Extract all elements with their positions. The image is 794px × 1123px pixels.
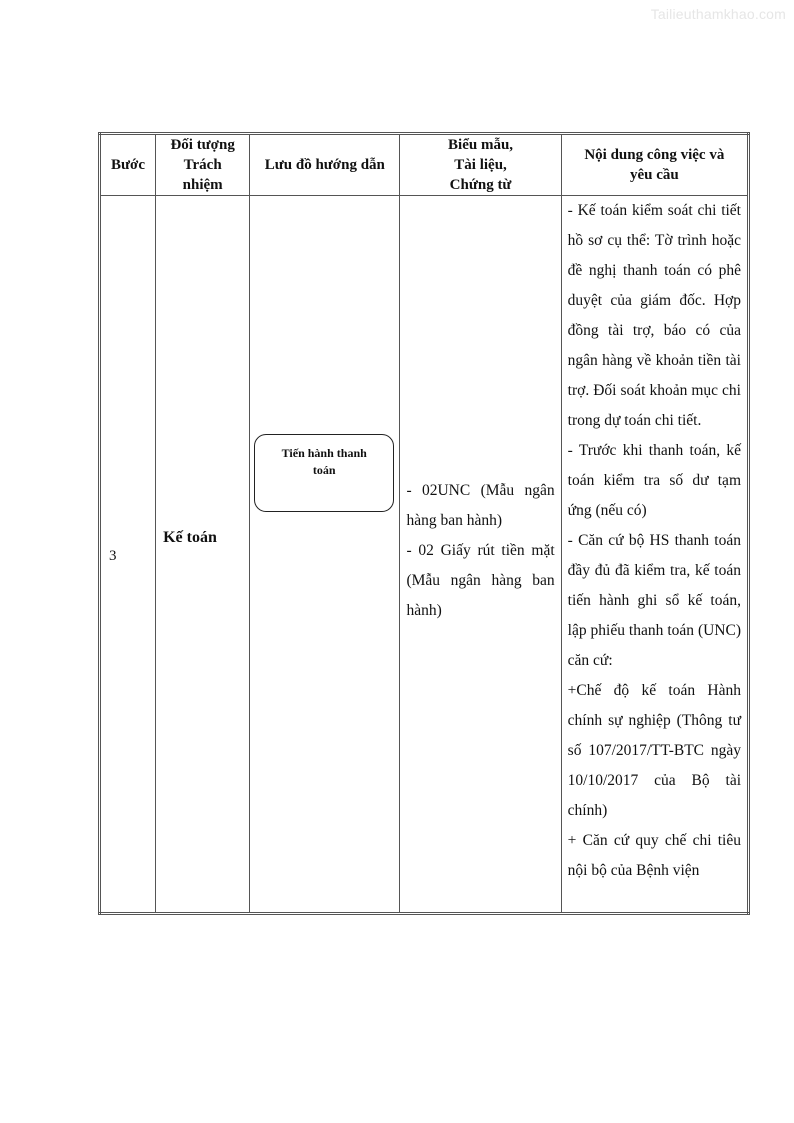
header-responsible-line: Đối tượng — [170, 137, 235, 153]
forms-cell — [400, 196, 561, 914]
content-item: - Trước khi thanh toán, kế toán kiểm tra số dư tạm ứng (nếu có) — [567, 442, 741, 519]
header-content-line: yêu cầu — [629, 167, 679, 183]
responsible-name: Kế toán — [163, 529, 217, 546]
header-forms-line: Biểu mẫu, — [448, 137, 514, 153]
header-responsible — [156, 134, 250, 196]
header-responsible-line: nhiệm — [182, 177, 223, 193]
header-forms-line: Chứng từ — [449, 177, 512, 193]
step-number: 3 — [109, 547, 117, 564]
forms-item: - 02UNC (Mẫu ngân hàng ban hành) — [406, 482, 555, 529]
content-list — [568, 196, 741, 886]
header-responsible-line: Trách — [183, 157, 222, 173]
header-content-line: Nội dung công việc và — [584, 147, 725, 163]
watermark-text: Tailieuthamkhao.com — [650, 6, 786, 22]
forms-item: - 02 Giấy rút tiền mặt (Mẫu ngân hàng ban hành) — [406, 542, 555, 619]
header-forms-line: Tài liệu, — [454, 157, 507, 173]
step-cell — [100, 196, 156, 914]
flowchart-process-box — [254, 434, 394, 512]
forms-list — [406, 476, 554, 626]
flowchart-cell — [250, 196, 400, 914]
header-flowchart: Lưu đồ hướng dẫn — [250, 134, 400, 196]
content-cell — [561, 196, 748, 914]
responsible-cell — [156, 196, 250, 914]
header-forms — [400, 134, 561, 196]
content-item: - Căn cứ bộ HS thanh toán đầy đủ đã kiểm tra, kế toán tiến hành ghi sổ kế toán, lập phiếu thanh toán (UNC) căn cứ: — [567, 532, 741, 669]
flow-box-line: toán — [312, 463, 336, 477]
flow-box-line: Tiến hành thanh — [281, 446, 367, 460]
header-content — [561, 134, 748, 196]
content-item: +Chế độ kế toán Hành chính sự nghiệp (Thông tư số 107/2017/TT-BTC ngày 10/10/2017 của Bộ tài chính) — [567, 682, 741, 819]
content-item: - Kế toán kiểm soát chi tiết hồ sơ cụ thể: Tờ trình hoặc đề nghị thanh toán có phê duyệt của giám đốc. Hợp đồng tài trợ, báo có của ngân hàng về khoản tiền tài trợ. Đối soát khoản mục chi trong dự toán chi tiết. — [567, 202, 741, 429]
table-row — [100, 196, 749, 914]
content-item: + Căn cứ quy chế chi tiêu nội bộ của Bệnh viện — [567, 832, 741, 879]
procedure-table — [98, 132, 750, 915]
header-row — [100, 134, 749, 196]
header-step: Bước — [100, 134, 156, 196]
